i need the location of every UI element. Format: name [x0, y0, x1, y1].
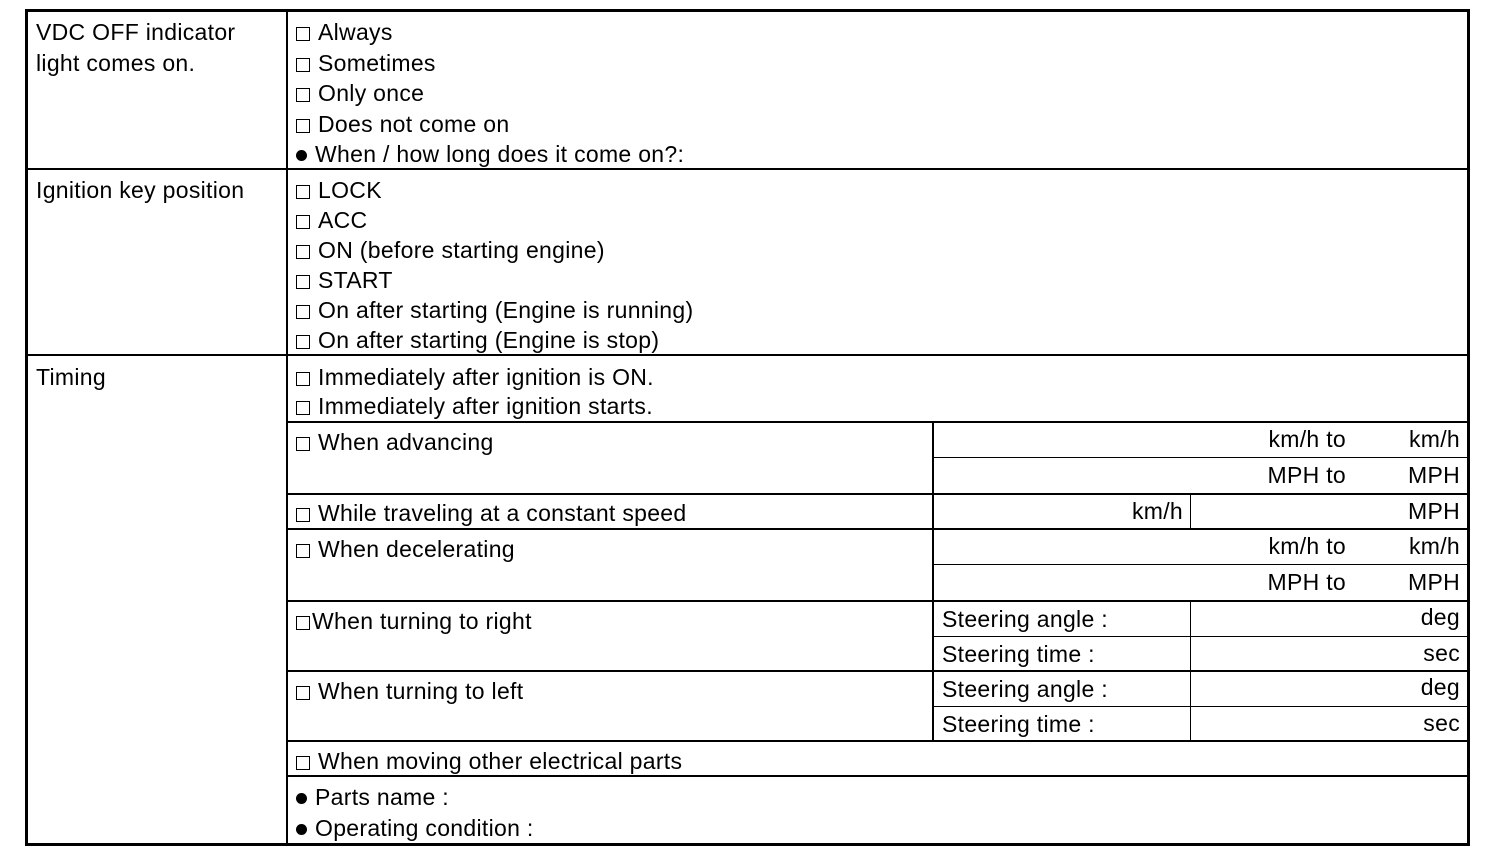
vdc-option-does-not-come-on[interactable]: Does not come on: [296, 109, 509, 139]
timing-option-electrical-parts[interactable]: When moving other electrical parts: [296, 746, 682, 776]
divider-row-ignition: [27, 354, 1468, 356]
bullet-operating-condition: Operating condition :: [296, 813, 534, 843]
left-steering-angle-unit: deg: [1420, 674, 1460, 700]
timing-option-ignition-on[interactable]: Immediately after ignition is ON.: [296, 362, 654, 392]
divider-decel-mid: [933, 564, 1468, 565]
checkbox-icon[interactable]: [296, 88, 310, 102]
checkbox-icon[interactable]: [296, 215, 310, 229]
bullet-icon: [296, 824, 307, 835]
vdc-label-line2: light comes on.: [36, 50, 196, 76]
left-steering-angle-label: Steering angle :: [942, 676, 1108, 702]
left-steering-time-unit: sec: [1423, 710, 1460, 736]
decel-mph: MPH: [1407, 569, 1460, 595]
vdc-option-sometimes[interactable]: Sometimes: [296, 48, 436, 78]
decel-kmh-to: km/h to: [1268, 533, 1346, 559]
timing-option-turning-left[interactable]: When turning to left: [296, 676, 523, 706]
checkbox-icon[interactable]: [296, 119, 310, 133]
timing-option-advancing[interactable]: When advancing: [296, 427, 494, 457]
divider-constant-bottom: [287, 528, 1468, 530]
right-steering-angle-label: Steering angle :: [942, 606, 1108, 632]
checkbox-icon[interactable]: [296, 335, 310, 349]
decel-kmh: km/h: [1408, 533, 1460, 559]
divider-advancing-bottom: [287, 493, 1468, 495]
bullet-icon: [296, 150, 307, 161]
ignition-option-lock[interactable]: LOCK: [296, 175, 382, 205]
constant-mph: MPH: [1407, 498, 1460, 524]
ignition-label: Ignition key position: [36, 177, 245, 203]
right-steering-time-unit: sec: [1423, 640, 1460, 666]
checkbox-icon[interactable]: [296, 686, 310, 700]
checkbox-icon[interactable]: [296, 185, 310, 199]
ignition-option-on[interactable]: ON (before starting engine): [296, 235, 605, 265]
checkbox-icon[interactable]: [296, 437, 310, 451]
ignition-option-acc[interactable]: ACC: [296, 205, 367, 235]
right-steering-time-label: Steering time :: [942, 641, 1095, 667]
ignition-option-running[interactable]: On after starting (Engine is running): [296, 295, 693, 325]
vdc-bullet-when-how-long: When / how long does it come on?:: [296, 139, 684, 169]
checkbox-icon[interactable]: [296, 27, 310, 41]
checkbox-icon[interactable]: [296, 58, 310, 72]
checkbox-icon[interactable]: [296, 305, 310, 319]
left-steering-time-label: Steering time :: [942, 711, 1095, 737]
constant-kmh: km/h: [1131, 498, 1183, 524]
divider-constant-speed: [1190, 494, 1191, 529]
divider-speed-column: [932, 422, 934, 742]
checkbox-icon[interactable]: [296, 616, 310, 630]
timing-option-turning-right[interactable]: When turning to right: [296, 606, 532, 636]
timing-option-constant-speed[interactable]: While traveling at a constant speed: [296, 498, 686, 528]
checkbox-icon[interactable]: [296, 544, 310, 558]
ignition-option-stop[interactable]: On after starting (Engine is stop): [296, 325, 659, 355]
form-frame: [25, 9, 1470, 846]
divider-right-mid: [933, 636, 1468, 637]
bullet-parts-name: Parts name :: [296, 782, 449, 812]
advancing-mph: MPH: [1407, 462, 1460, 488]
vdc-label-line1: VDC OFF indicator: [36, 19, 236, 45]
divider-right-bottom: [287, 670, 1468, 672]
decel-mph-to: MPH to: [1267, 569, 1346, 595]
vdc-option-only-once[interactable]: Only once: [296, 78, 424, 108]
divider-decel-bottom: [287, 600, 1468, 602]
checkbox-icon[interactable]: [296, 508, 310, 522]
divider-left-bottom: [287, 740, 1468, 742]
divider-row-vdc: [27, 168, 1468, 170]
ignition-option-start[interactable]: START: [296, 265, 393, 295]
vdc-option-always[interactable]: Always: [296, 17, 393, 47]
checkbox-icon[interactable]: [296, 275, 310, 289]
divider-left-mid: [933, 706, 1468, 707]
advancing-kmh: km/h: [1408, 426, 1460, 452]
checkbox-icon[interactable]: [296, 756, 310, 770]
checkbox-icon[interactable]: [296, 245, 310, 259]
checkbox-icon[interactable]: [296, 401, 310, 415]
timing-label: Timing: [36, 364, 106, 390]
advancing-mph-to: MPH to: [1267, 462, 1346, 488]
divider-label-column: [286, 10, 288, 844]
divider-advancing-mid: [933, 457, 1468, 458]
timing-option-ignition-starts[interactable]: Immediately after ignition starts.: [296, 391, 653, 421]
advancing-kmh-to: km/h to: [1268, 426, 1346, 452]
checkbox-icon[interactable]: [296, 372, 310, 386]
divider-timing-immediate: [287, 421, 1468, 423]
timing-option-decelerating[interactable]: When decelerating: [296, 534, 515, 564]
bullet-icon: [296, 793, 307, 804]
right-steering-angle-unit: deg: [1420, 604, 1460, 630]
